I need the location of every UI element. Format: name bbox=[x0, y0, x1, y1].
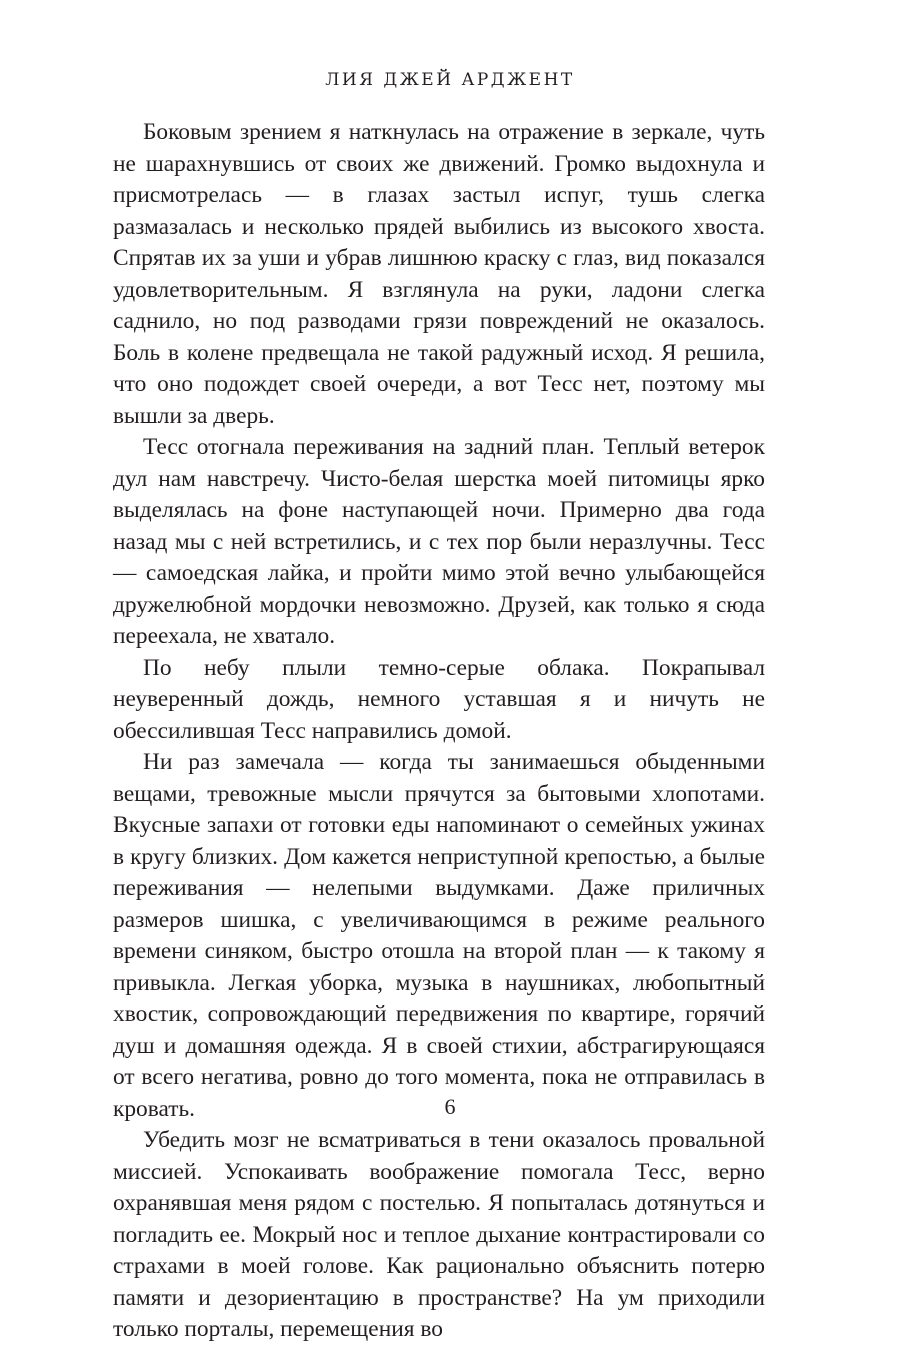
paragraph: Ни раз замечала — когда ты занимаешься обыденными вещами, тревожные мысли прячутся за бытовыми хлопотами. Вкусные запахи от готовки еды напоминают о семейных ужинах в кругу близких. Дом кажется неприступной крепостью, а былые переживания — нелепыми выдумками. Даже приличных размеров шишка, с увеличивающимся в режиме реального времени синяком, быстро отошла на второй план — к такому я привыкла. Легкая уборка, музыка в наушниках, любопытный хвостик, сопровождающий передвижения по квартире, горячий душ и домашняя одежда. Я в своей стихии, абстрагирующаяся от всего негатива, ровно до того момента, пока не отправилась в кровать. bbox=[113, 749, 765, 1122]
paragraph: Тесс отогнала переживания на задний план. Теплый ветерок дул нам навстречу. Чисто-белая шерстка моей питомицы ярко выделялась на фоне наступающей ночи. Примерно два года назад мы с ней встретились, и с тех пор были неразлучны. Тесс — самоедская лайка, и пройти мимо этой вечно улыбающейся дружелюбной мордочки невозможно. Друзей, как только я сюда переехала, не хватало. bbox=[113, 434, 765, 649]
page-number: 6 bbox=[444, 1094, 456, 1119]
paragraph: По небу плыли темно-серые облака. Покрапывал неуверенный дождь, немного уставшая я и ничуть не обессилившая Тесс направились домой. bbox=[113, 654, 765, 744]
paragraph: Боковым зрением я наткнулась на отражение в зеркале, чуть не шарахнувшись от своих же движений. Громко выдохнула и присмотрелась — в глазах застыл испуг, тушь слегка размазалась и несколько прядей выбились из высокого хвоста. Спрятав их за уши и убрав лишнюю краску с глаз, вид показался удовлетворительным. Я взглянула на руки, ладони слегка саднило, но под разводами грязи повреждений не оказалось. Боль в колене предвещала не такой радужный исход. Я решила, что оно подождет своей очереди, а вот Тесс нет, поэтому мы вышли за дверь. bbox=[113, 119, 765, 429]
paragraph: Убедить мозг не всматриваться в тени оказалось провальной миссией. Успокаивать воображение помогала Тесс, верно охранявшая меня рядом с постелью. Я попыталась дотянуться и погладить ее. Мокрый нос и теплое дыхание контрастировали со страхами в моей голове. Как рационально объяснить потерю памяти и дезориентацию в пространстве? На ум приходили только порталы, перемещения во bbox=[113, 1127, 765, 1342]
running-head-author: ЛИЯ ДЖЕЙ АРДЖЕНТ bbox=[325, 70, 575, 90]
body-text bbox=[113, 117, 765, 1346]
